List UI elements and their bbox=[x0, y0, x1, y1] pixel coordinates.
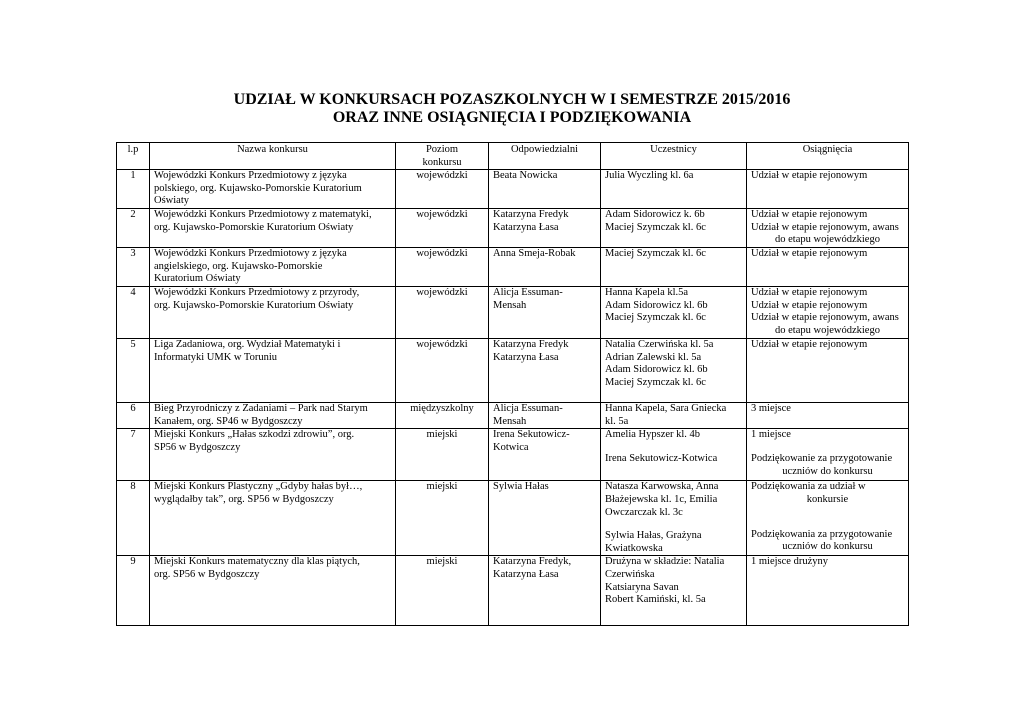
achievements-line bbox=[751, 518, 904, 529]
achievements-line: Udział w etapie rejonowym bbox=[751, 170, 868, 182]
competition-name-line: org. Kujawsko-Pomorskie Kuratorium Oświaty bbox=[154, 299, 354, 311]
achievements bbox=[747, 429, 909, 481]
competition-name-line: org. Kujawsko-Pomorskie Kuratorium Oświaty bbox=[154, 221, 354, 233]
participants bbox=[601, 248, 747, 287]
achievements-line: Udział w etapie rejonowym bbox=[751, 339, 868, 351]
competition-level: miejski bbox=[396, 481, 489, 556]
competition-name bbox=[150, 209, 396, 248]
responsible-teachers bbox=[489, 248, 601, 287]
responsible-teachers-line: Irena Sekutowicz- bbox=[493, 429, 570, 441]
responsible-teachers-line: Anna Smeja-Robak bbox=[493, 248, 576, 260]
competition-name bbox=[150, 556, 396, 626]
header-row bbox=[117, 143, 909, 170]
row-number: 8 bbox=[117, 481, 150, 556]
achievements-line: do etapu wojewódzkiego bbox=[775, 324, 880, 336]
participants-line: Adrian Zalewski kl. 5a bbox=[605, 351, 702, 363]
responsible-teachers bbox=[489, 556, 601, 626]
participants bbox=[601, 403, 747, 429]
competition-level: wojewódzki bbox=[396, 339, 489, 403]
competition-name bbox=[150, 339, 396, 403]
participants-line bbox=[605, 519, 742, 530]
participants-line: Adam Sidorowicz kl. 6b bbox=[605, 364, 708, 376]
responsible-teachers bbox=[489, 287, 601, 339]
achievements-line: Udział w etapie rejonowym bbox=[751, 287, 868, 299]
competition-name bbox=[150, 481, 396, 556]
competition-name-line: org. SP56 w Bydgoszczy bbox=[154, 568, 260, 580]
participants-line: Czerwińska bbox=[605, 568, 655, 580]
achievements-line: Podziękowania za udział w bbox=[751, 481, 866, 493]
responsible-teachers-line: Kotwica bbox=[493, 441, 529, 453]
participants-line: Sylwia Hałas, Grażyna bbox=[605, 530, 702, 542]
participants-line bbox=[605, 442, 742, 453]
header-responsible: Odpowiedzialni bbox=[489, 143, 601, 170]
competition-name bbox=[150, 429, 396, 481]
participants-line: Hanna Kapela kl.5a bbox=[605, 287, 689, 299]
table-row bbox=[117, 403, 909, 429]
competition-name-line: Miejski Konkurs „Hałas szkodzi zdrowiu”, org. bbox=[154, 429, 355, 441]
document-title: UDZIAŁ W KONKURSACH POZASZKOLNYCH W I SEMESTRZE 2015/2016 bbox=[233, 91, 791, 108]
table-row bbox=[117, 339, 909, 403]
row-number: 6 bbox=[117, 403, 150, 429]
competition-level: wojewódzki bbox=[396, 287, 489, 339]
participants-line: Maciej Szymczak kl. 6c bbox=[605, 221, 706, 233]
participants-line: Adam Sidorowicz k. 6b bbox=[605, 209, 705, 221]
responsible-teachers-line: Katarzyna Fredyk bbox=[493, 209, 569, 221]
responsible-teachers-line: Katarzyna Fredyk bbox=[493, 339, 569, 351]
responsible-teachers bbox=[489, 403, 601, 429]
achievements-line: Udział w etapie rejonowym bbox=[751, 248, 868, 260]
table-row bbox=[117, 287, 909, 339]
competition-name-line: Wojewódzki Konkurs Przedmiotowy z języka bbox=[154, 170, 347, 182]
row-number: 9 bbox=[117, 556, 150, 626]
header-achievements: Osiągnięcia bbox=[747, 143, 909, 170]
responsible-teachers-line: Katarzyna Łasa bbox=[493, 221, 559, 233]
responsible-teachers-line: Katarzyna Łasa bbox=[493, 351, 559, 363]
competition-level: wojewódzki bbox=[396, 170, 489, 209]
competition-name-line: Kanałem, org. SP46 w Bydgoszczy bbox=[154, 415, 303, 427]
participants-line: kl. 5a bbox=[605, 415, 629, 427]
competition-name-line: Wojewódzki Konkurs Przedmiotowy z języka bbox=[154, 248, 347, 260]
responsible-teachers-line: Alicja Essuman- bbox=[493, 287, 563, 299]
competitions-table bbox=[116, 142, 909, 626]
achievements bbox=[747, 248, 909, 287]
competition-name-line: Wojewódzki Konkurs Przedmiotowy z przyrody, bbox=[154, 287, 360, 299]
achievements-line: Podziękowanie za przygotowanie bbox=[751, 452, 893, 464]
competition-name-line: Miejski Konkurs matematyczny dla klas piątych, bbox=[154, 556, 360, 568]
participants-line: Irena Sekutowicz-Kotwica bbox=[605, 452, 718, 464]
participants-line: Robert Kamiński, kl. 5a bbox=[605, 594, 706, 606]
competition-name-line: Oświaty bbox=[154, 195, 189, 207]
achievements-line: Udział w etapie rejonowym, awans bbox=[751, 221, 899, 233]
header-level: Poziom konkursu bbox=[396, 143, 489, 170]
table-row bbox=[117, 209, 909, 248]
row-number: 5 bbox=[117, 339, 150, 403]
participants bbox=[601, 481, 747, 556]
table-row bbox=[117, 170, 909, 209]
participants-line: Maciej Szymczak kl. 6c bbox=[605, 248, 706, 260]
competition-name-line: polskiego, org. Kujawsko-Pomorskie Kuratorium bbox=[154, 182, 362, 194]
participants bbox=[601, 170, 747, 209]
responsible-teachers-line: Beata Nowicka bbox=[493, 170, 558, 182]
responsible-teachers bbox=[489, 339, 601, 403]
competition-level: miejski bbox=[396, 556, 489, 626]
row-number: 7 bbox=[117, 429, 150, 481]
document-subtitle: ORAZ INNE OSIĄGNIĘCIA I PODZIĘKOWANIA bbox=[332, 109, 692, 126]
competition-level: międzyszkolny bbox=[396, 403, 489, 429]
competition-name bbox=[150, 170, 396, 209]
competition-name-line: Bieg Przyrodniczy z Zadaniami – Park nad Starym bbox=[154, 403, 368, 415]
competition-name-line: Kuratorium Oświaty bbox=[154, 273, 241, 285]
responsible-teachers-line: Mensah bbox=[493, 299, 527, 311]
responsible-teachers bbox=[489, 170, 601, 209]
achievements-line: 3 miejsce bbox=[751, 403, 791, 415]
achievements-line bbox=[751, 507, 904, 518]
participants-line: Drużyna w składzie: Natalia bbox=[605, 556, 725, 568]
participants-line: Katsiaryna Savan bbox=[605, 581, 679, 593]
header-students: Uczestnicy bbox=[601, 143, 747, 170]
achievements-line bbox=[751, 442, 904, 453]
row-number: 2 bbox=[117, 209, 150, 248]
achievements bbox=[747, 556, 909, 626]
participants-line: Natalia Czerwińska kl. 5a bbox=[605, 339, 714, 351]
responsible-teachers bbox=[489, 209, 601, 248]
responsible-teachers bbox=[489, 429, 601, 481]
table-row bbox=[117, 481, 909, 556]
achievements-line: uczniów do konkursu bbox=[782, 541, 873, 553]
competition-level: wojewódzki bbox=[396, 209, 489, 248]
achievements-line: Udział w etapie rejonowym, awans bbox=[751, 312, 899, 324]
achievements-line: uczniów do konkursu bbox=[782, 465, 873, 477]
participants bbox=[601, 339, 747, 403]
competition-name bbox=[150, 248, 396, 287]
participants-line: Błażejewska kl. 1c, Emilia bbox=[605, 493, 718, 505]
responsible-teachers-line: Katarzyna Fredyk, bbox=[493, 556, 572, 568]
responsible-teachers-line: Katarzyna Łasa bbox=[493, 568, 559, 580]
participants-line: Amelia Hypszer kl. 4b bbox=[605, 429, 701, 441]
participants-line: Maciej Szymczak kl. 6c bbox=[605, 376, 706, 388]
table-row bbox=[117, 556, 909, 626]
achievements bbox=[747, 403, 909, 429]
row-number: 3 bbox=[117, 248, 150, 287]
row-number: 4 bbox=[117, 287, 150, 339]
achievements-line: Udział w etapie rejonowym bbox=[751, 209, 868, 221]
row-number: 1 bbox=[117, 170, 150, 209]
participants-line: Julia Wyczling kl. 6a bbox=[605, 170, 694, 182]
achievements-line: 1 miejsce drużyny bbox=[751, 556, 828, 568]
competition-name-line: Informatyki UMK w Toruniu bbox=[154, 351, 278, 363]
participants bbox=[601, 556, 747, 626]
achievements-line: do etapu wojewódzkiego bbox=[775, 234, 880, 246]
competition-name bbox=[150, 403, 396, 429]
competition-level: wojewódzki bbox=[396, 248, 489, 287]
competition-name-line: SP56 w Bydgoszczy bbox=[154, 441, 241, 453]
participants-line: Adam Sidorowicz kl. 6b bbox=[605, 299, 708, 311]
achievements bbox=[747, 209, 909, 248]
achievements bbox=[747, 170, 909, 209]
responsible-teachers bbox=[489, 481, 601, 556]
table-row bbox=[117, 429, 909, 481]
responsible-teachers-line: Alicja Essuman- bbox=[493, 403, 563, 415]
achievements-line: konkursie bbox=[806, 493, 849, 505]
competition-name-line: Miejski Konkurs Plastyczny „Gdyby hałas był…, bbox=[154, 481, 363, 493]
participants bbox=[601, 209, 747, 248]
participants-line: Maciej Szymczak kl. 6c bbox=[605, 312, 706, 324]
achievements-line: Podziękowania za przygotowanie bbox=[751, 528, 893, 540]
participants-line: Hanna Kapela, Sara Gniecka bbox=[605, 403, 727, 415]
competition-name-line: Wojewódzki Konkurs Przedmiotowy z matematyki, bbox=[154, 209, 372, 221]
header-lp: l.p bbox=[117, 143, 150, 170]
achievements bbox=[747, 339, 909, 403]
competition-name bbox=[150, 287, 396, 339]
table-row bbox=[117, 248, 909, 287]
competition-name-line: angielskiego, org. Kujawsko-Pomorskie bbox=[154, 260, 323, 272]
achievements bbox=[747, 481, 909, 556]
responsible-teachers-line: Sylwia Hałas bbox=[493, 481, 549, 493]
header-name: Nazwa konkursu bbox=[150, 143, 396, 170]
responsible-teachers-line: Mensah bbox=[493, 415, 527, 427]
participants-line: Owczarczak kl. 3c bbox=[605, 506, 683, 518]
achievements bbox=[747, 287, 909, 339]
participants-line: Natasza Karwowska, Anna bbox=[605, 481, 719, 493]
participants bbox=[601, 287, 747, 339]
participants-line: Kwiatkowska bbox=[605, 542, 663, 554]
competition-level: miejski bbox=[396, 429, 489, 481]
achievements-line: Udział w etapie rejonowym bbox=[751, 299, 868, 311]
achievements-line: 1 miejsce bbox=[751, 429, 791, 441]
competition-name-line: wyglądałby tak”, org. SP56 w Bydgoszczy bbox=[154, 493, 334, 505]
competition-name-line: Liga Zadaniowa, org. Wydział Matematyki i bbox=[154, 339, 341, 351]
participants bbox=[601, 429, 747, 481]
